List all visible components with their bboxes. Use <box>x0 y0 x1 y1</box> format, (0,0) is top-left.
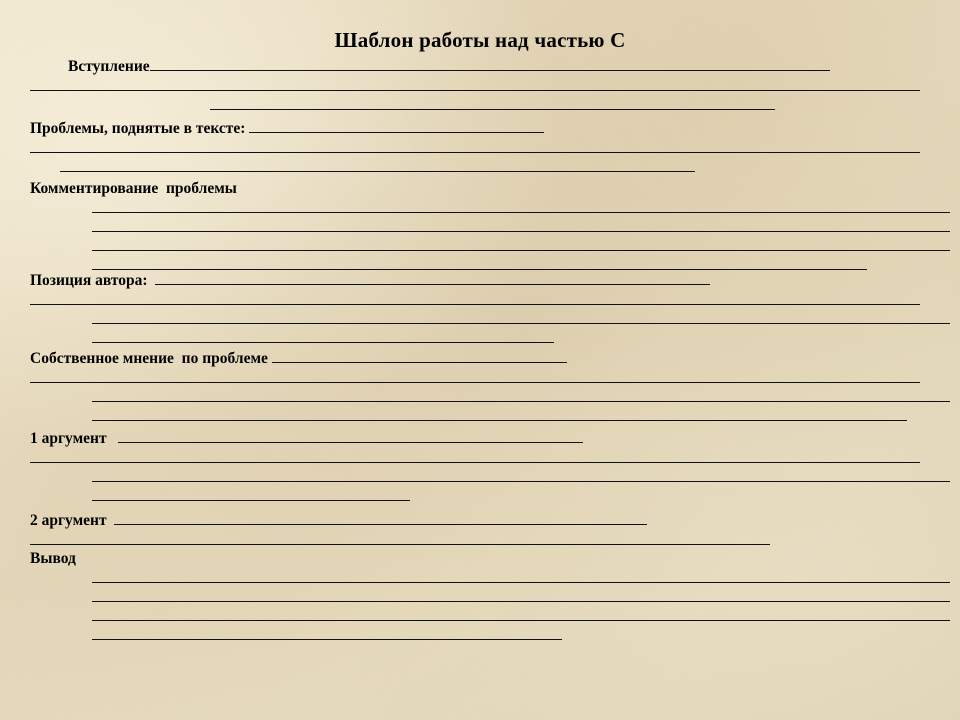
section-line <box>30 569 930 588</box>
section-line <box>30 388 930 407</box>
section-line <box>30 139 930 158</box>
section-line <box>30 607 930 626</box>
blank-write-line[interactable] <box>30 78 920 91</box>
section-line <box>30 118 930 139</box>
blank-write-line[interactable] <box>30 532 770 545</box>
section-line <box>30 77 930 96</box>
section-label: Вступление <box>68 58 150 75</box>
section-line <box>30 291 930 310</box>
blank-write-line[interactable] <box>150 58 830 71</box>
blank-write-line[interactable] <box>92 589 950 602</box>
section-line <box>30 237 930 256</box>
blank-write-line[interactable] <box>30 450 920 463</box>
section-label: Позиция автора: <box>30 272 156 289</box>
section-label: Комментирование проблемы <box>30 180 237 197</box>
blank-write-line[interactable] <box>92 389 950 402</box>
section-vstuplenie <box>30 56 930 115</box>
section-argument-2 <box>30 510 930 550</box>
section-label: Вывод <box>30 550 76 567</box>
blank-write-line[interactable] <box>30 140 920 153</box>
blank-write-line[interactable] <box>92 219 950 232</box>
section-line <box>30 407 930 426</box>
section-label: Проблемы, поднятые в тексте: <box>30 120 250 137</box>
blank-write-line[interactable] <box>30 292 920 305</box>
blank-write-line[interactable] <box>210 97 775 110</box>
blank-write-line[interactable] <box>92 627 562 640</box>
blank-write-line[interactable] <box>92 469 950 482</box>
section-line <box>30 96 930 115</box>
blank-write-line[interactable] <box>118 430 583 443</box>
blank-write-line[interactable] <box>155 272 710 285</box>
blank-write-line[interactable] <box>92 330 554 343</box>
section-line <box>30 310 930 329</box>
section-line <box>30 588 930 607</box>
blank-write-line[interactable] <box>272 350 567 363</box>
section-line <box>30 348 930 369</box>
section-line <box>30 487 930 506</box>
section-label: 2 аргумент <box>30 512 115 529</box>
blank-write-line[interactable] <box>92 570 950 583</box>
blank-write-line[interactable] <box>92 408 907 421</box>
section-sobstvennoe-mnenie <box>30 348 930 426</box>
blank-write-line[interactable] <box>92 488 410 501</box>
blank-write-line[interactable] <box>92 311 950 324</box>
section-label: Собственное мнение по проблеме <box>30 350 272 367</box>
blank-write-line[interactable] <box>92 608 950 621</box>
section-argument-1 <box>30 428 930 506</box>
section-line <box>30 369 930 388</box>
section-line <box>30 449 930 468</box>
blank-write-line[interactable] <box>249 120 544 133</box>
section-line <box>30 329 930 348</box>
section-line <box>30 548 930 569</box>
blank-write-line[interactable] <box>92 238 950 251</box>
section-line <box>30 510 930 531</box>
blank-write-line[interactable] <box>92 257 867 270</box>
section-line <box>30 270 930 291</box>
section-label: 1 аргумент <box>30 430 119 447</box>
section-kommentirovanie <box>30 178 930 275</box>
section-line <box>30 428 930 449</box>
blank-write-line[interactable] <box>30 370 920 383</box>
section-line <box>30 178 930 199</box>
section-line <box>30 199 930 218</box>
blank-write-line[interactable] <box>114 512 647 525</box>
section-line <box>30 56 930 77</box>
blank-write-line[interactable] <box>60 159 695 172</box>
blank-write-line[interactable] <box>92 200 950 213</box>
page-title: Шаблон работы над частью С <box>334 28 626 52</box>
section-line <box>30 468 930 487</box>
section-line <box>30 158 930 177</box>
section-line <box>30 218 930 237</box>
section-problemy <box>30 118 930 177</box>
section-poziciya <box>30 270 930 348</box>
section-line <box>30 626 930 645</box>
section-vyvod <box>30 548 930 645</box>
